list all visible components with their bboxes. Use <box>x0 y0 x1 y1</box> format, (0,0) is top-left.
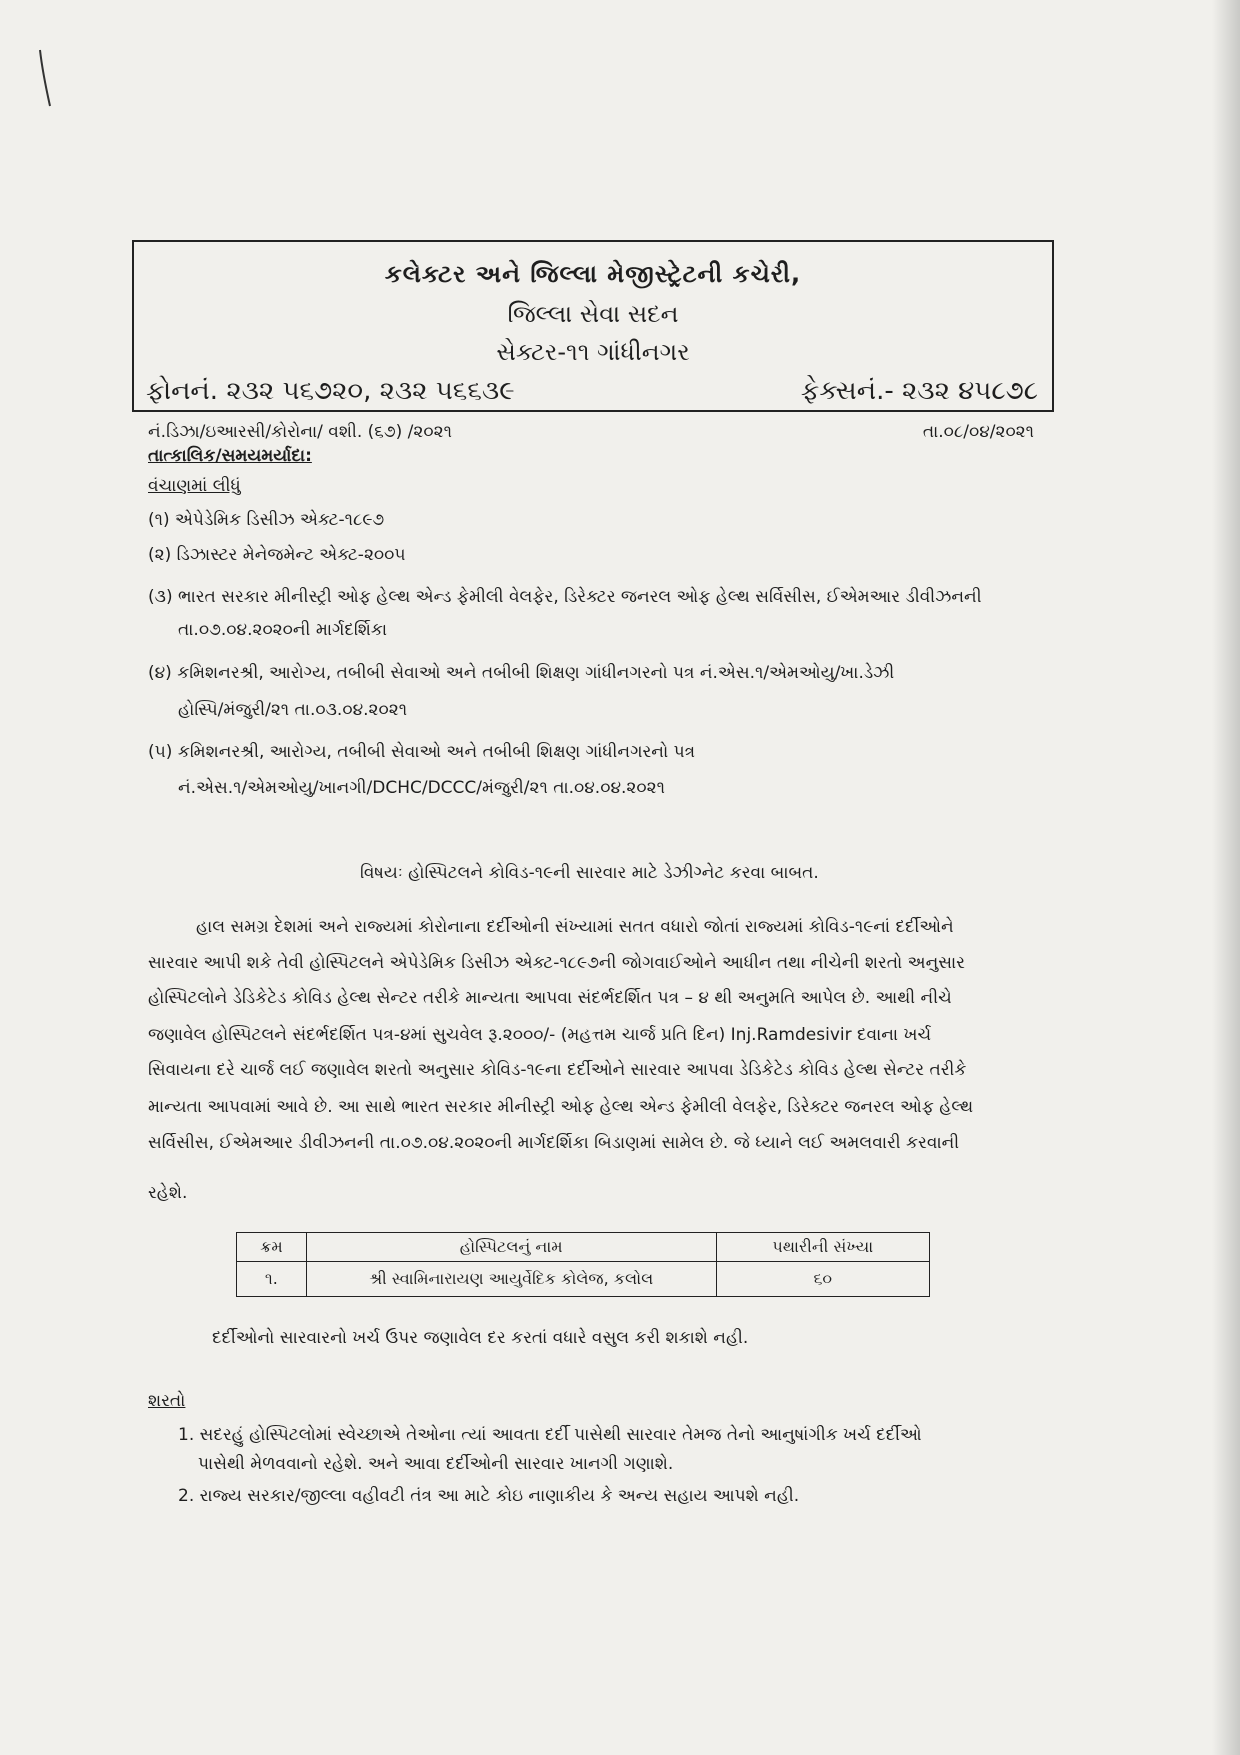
body-paragraph-line: સિવાયના દરે ચાર્જ લઈ જણાવેલ શરતો અનુસાર કોવિડ-૧૯ના દર્દીઓને સારવાર આપવા ડેડિકેટેડ કોવિડ હેલ્થ સેન્ટર તરીકે <box>148 1060 967 1080</box>
body-paragraph-line: માન્યતા આપવામાં આવે છે. આ સાથે ભારત સરકાર મીનીસ્ટ્રી ઓફ હેલ્થ એન્ડ ફેમીલી વેલફેર, ડિરેક્ટર જનરલ ઓફ હેલ્થ <box>148 1097 974 1117</box>
condition-item: 1. સદરહું હોસ્પિટલોમાં સ્વેચ્છાએ તેઓના ત્યાં આવતા દર્દી પાસેથી સારવાર તેમજ તેનો આનુષાંગીક ખર્ચ દર્દીઓ <box>178 1425 922 1445</box>
office-building: જિલ્લા સેવા સદન <box>507 300 679 328</box>
office-name: કલેક્ટર અને જિલ્લા મેજીસ્ટ્રેટની કચેરી, <box>384 260 802 288</box>
condition-item: 2. રાજ્ય સરકાર/જીલ્લા વહીવટી તંત્ર આ માટે કોઇ નાણાકીય કે અન્ય સહાય આપશે નહી. <box>178 1486 800 1506</box>
body-paragraph-line: હોસ્પિટલોને ડેડિકેટેડ કોવિડ હેલ્થ સેન્ટર તરીકે માન્યતા આપવા સંદર્ભદર્શિત પત્ર – ૪ થી અનુમતિ આપેલ છે. આથી નીચે <box>148 988 952 1008</box>
phone-number: ફોનનં. ૨૩૨ ૫૬૭૨૦, ૨૩૨ ૫૬૬૩૯ <box>146 376 515 406</box>
urgent-label: તાત્કાલિક/સમયમર્યાદા: <box>148 446 312 466</box>
body-paragraph-line: હાલ સમગ્ર દેશમાં અને રાજ્યમાં કોરોનાના દર્દીઓની સંખ્યામાં સતત વધારો જોતાં રાજ્યમાં કોવિડ-૧૯નાં દર્દીઓને <box>196 917 954 937</box>
body-paragraph-line: સારવાર આપી શકે તેવી હોસ્પિટલને એપેડેમિક ડિસીઝ એક્ટ-૧૮૯૭ની જોગવાઈઓને આધીન તથા નીચેની શરતો અનુસાર <box>148 953 965 973</box>
body-paragraph-line: જણાવેલ હોસ્પિટલને સંદર્ભદર્શિત પત્ર-૪માં સુચવેલ રૂ.૨૦૦૦/- (મહત્તમ ચાર્જ પ્રતિ દિન) Inj.Ramdesivir દવાના ખર્ચ <box>148 1025 932 1045</box>
scan-edge-shadow <box>1212 0 1240 1755</box>
pen-stroke-mark <box>38 48 52 108</box>
reference-number: નં.ડિઝા/ઇઆરસી/કોરોના/ વશી. (૬૭) /૨૦૨૧ <box>148 422 452 442</box>
read-label: વંચાણમાં લીધું <box>148 476 241 496</box>
hospital-table <box>236 1232 930 1297</box>
letter-date: તા.૦૮/૦૪/૨૦૨૧ <box>922 422 1034 442</box>
office-location: સેક્ટર-૧૧ ગાંધીનગર <box>496 338 690 366</box>
column-header-serial: ક્રમ <box>237 1233 307 1262</box>
condition-item-continued: પાસેથી મેળવવાનો રહેશે. અને આવા દર્દીઓની સારવાર ખાનગી ગણાશે. <box>198 1454 674 1474</box>
reference-item: (૧) એપેડેમિક ડિસીઝ એક્ટ-૧૮૯૭ <box>148 510 385 530</box>
body-paragraph-line: રહેશે. <box>148 1183 188 1203</box>
subject-line: વિષયઃ હોસ્પિટલને કોવિડ-૧૯ની સારવાર માટે ડેઝીગ્નેટ કરવા બાબત. <box>360 863 819 883</box>
conditions-heading: શરતો <box>148 1391 186 1411</box>
reference-item-continued: તા.૦૭.૦૪.૨૦૨૦ની માર્ગદર્શિકા <box>178 620 388 640</box>
reference-item: (૪) કમિશનરશ્રી, આરોગ્ય, તબીબી સેવાઓ અને તબીબી શિક્ષણ ગાંધીનગરનો પત્ર નં.એસ.૧/એમઓયુ/ખા.ડેઝી <box>148 663 895 683</box>
column-header-hospital: હોસ્પિટલનું નામ <box>306 1233 716 1262</box>
reference-item-continued: નં.એસ.૧/એમઓયુ/ખાનગી/DCHC/DCCC/મંજુરી/૨૧ તા.૦૪.૦૪.૨૦૨૧ <box>178 778 665 798</box>
column-header-beds: પથારીની સંખ્યા <box>716 1233 929 1262</box>
letterhead-box <box>132 240 1054 412</box>
table-row <box>237 1262 930 1297</box>
reference-item: (૩) ભારત સરકાર મીનીસ્ટ્રી ઓફ હેલ્થ એન્ડ ફેમીલી વેલફેર, ડિરેક્ટર જનરલ ઓફ હેલ્થ સર્વિસીસ, ઈએમઆર ડીવીઝનની <box>148 587 982 607</box>
cell-bed-count: ૬૦ <box>716 1262 929 1297</box>
reference-item-continued: હોસ્પિ/મંજુરી/૨૧ તા.૦૩.૦૪.૨૦૨૧ <box>178 700 408 720</box>
cost-note: દર્દીઓનો સારવારનો ખર્ચ ઉપર જણાવેલ દર કરતાં વધારે વસુલ કરી શકાશે નહી. <box>212 1328 749 1348</box>
cell-serial: ૧. <box>237 1262 307 1297</box>
reference-item: (૫) કમિશનરશ્રી, આરોગ્ય, તબીબી સેવાઓ અને તબીબી શિક્ષણ ગાંધીનગરનો પત્ર <box>148 742 696 762</box>
reference-item: (૨) ડિઝાસ્ટર મેનેજમેન્ટ એક્ટ-૨૦૦૫ <box>148 545 406 565</box>
table-header-row <box>237 1233 930 1262</box>
body-paragraph-line: સર્વિસીસ, ઈએમઆર ડીવીઝનની તા.૦૭.૦૪.૨૦૨૦ની માર્ગદર્શિકા બિડાણમાં સામેલ છે. જે ધ્યાને લઈ અમલવારી કરવાની <box>148 1133 960 1153</box>
cell-hospital-name: શ્રી સ્વામિનારાયણ આયુર્વેદિક કોલેજ, કલોલ <box>306 1262 716 1297</box>
fax-number: ફેક્સનં.- ૨૩૨ ૪૫૮૭૮ <box>800 376 1038 406</box>
